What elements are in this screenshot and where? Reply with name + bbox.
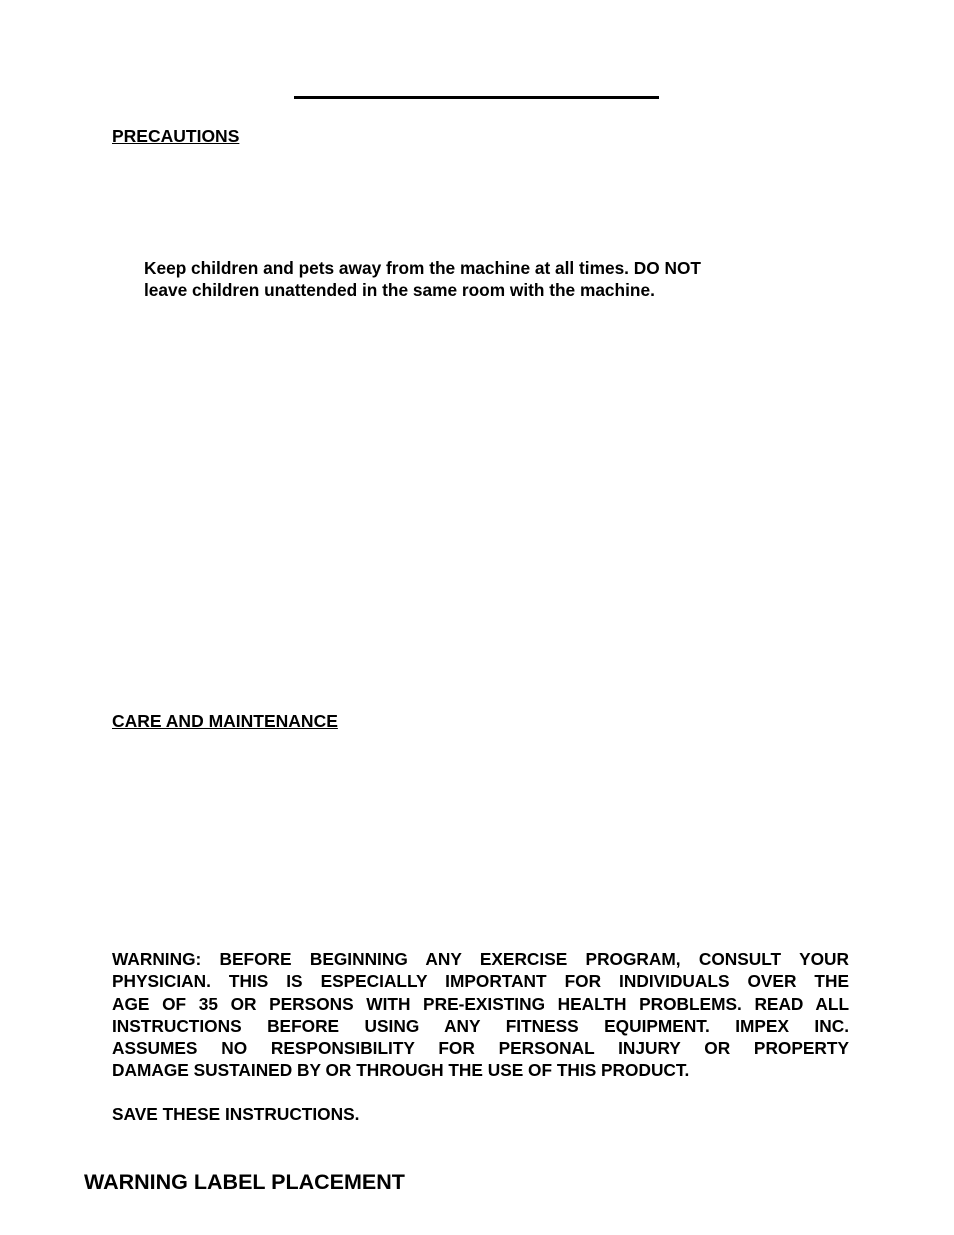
children-warning-line: leave children unattended in the same room with the machine. [144,280,655,300]
warning-line: DAMAGE SUSTAINED BY OR THROUGH THE USE OF THIS PRODUCT. [112,1060,690,1081]
save-instructions-text: SAVE THESE INSTRUCTIONS. [112,1104,360,1124]
warning-line: ASSUMES NO RESPONSIBILITY FOR PERSONAL INJURY OR PROPERTY [112,1038,849,1059]
precautions-heading: PRECAUTIONS [112,126,240,146]
children-warning-line: Keep children and pets away from the machine at all times. DO NOT [144,258,701,278]
warning-line: AGE OF 35 OR PERSONS WITH PRE-EXISTING HEALTH PROBLEMS. READ ALL [112,993,849,1014]
warning-label-placement-heading: WARNING LABEL PLACEMENT [84,1170,405,1194]
warning-line: PHYSICIAN. THIS IS ESPECIALLY IMPORTANT FOR INDIVIDUALS OVER THE [112,971,849,992]
exercise-warning-paragraph [112,948,849,1082]
warning-line: INSTRUCTIONS BEFORE USING ANY FITNESS EQUIPMENT. IMPEX INC. [112,1015,849,1036]
care-maintenance-heading: CARE AND MAINTENANCE [112,711,338,731]
warning-line: WARNING: BEFORE BEGINNING ANY EXERCISE PROGRAM, CONSULT YOUR [112,949,849,969]
top-rule [294,96,659,99]
children-warning-paragraph [144,257,784,301]
